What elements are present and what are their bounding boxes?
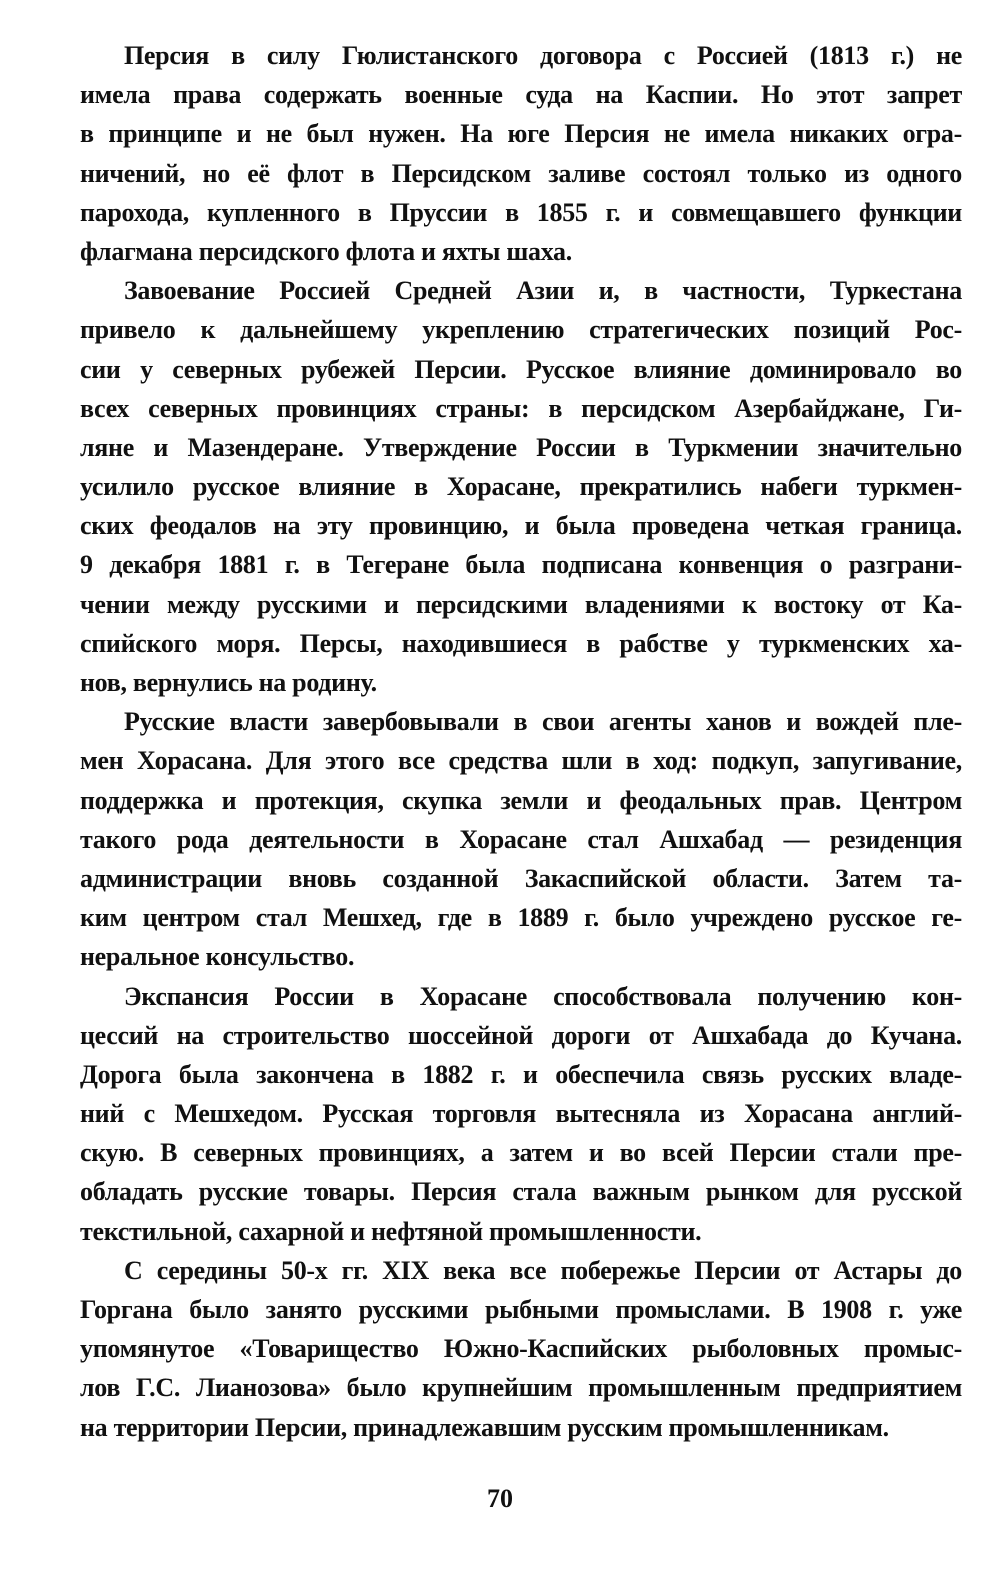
text-line: Персия в силу Гюлистанского договора с Россией (1813 г.) не (124, 41, 962, 70)
text-line: на территории Персии, принадлежавшим русским промышленникам. (80, 1412, 889, 1442)
text-line: Русские власти завербовывали в свои агенты ханов и вождей пле- (124, 707, 962, 737)
paragraph (80, 977, 962, 1251)
text-line: текстильной, сахарной и нефтяной промышленности. (80, 1216, 702, 1246)
text-line: Завоевание Россией Средней Азии и, в частности, Туркестана (124, 276, 962, 306)
text-line: скую. В северных провинциях, а затем и во всей Персии стали пре- (80, 1138, 962, 1168)
text-line: упомянутое «Товарищество Южно-Каспийских рыболовных промыс- (80, 1334, 962, 1364)
text-line: усилило русское влияние в Хорасане, прекратились набеги туркмен- (80, 472, 962, 502)
paragraph (80, 702, 962, 976)
text-line: ских феодалов на эту провинцию, и была проведена четкая граница. (80, 511, 962, 541)
text-line: ляне и Мазендеране. Утверждение России в Туркмении значительно (80, 432, 962, 462)
text-line: мен Хорасана. Для этого все средства шли в ход: подкуп, запугивание, (80, 746, 962, 776)
text-line: поддержка и протекция, скупка земли и феодальных прав. Центром (80, 785, 962, 815)
text-line: ничений, но её флот в Персидском заливе состоял только из одного (80, 158, 962, 188)
page-number: 70 (487, 1484, 513, 1513)
text-line: ний с Мешхедом. Русская торговля вытесняла из Хорасана англий- (80, 1099, 962, 1129)
text-line: такого рода деятельности в Хорасане стал Ашхабад — резиденция (80, 824, 962, 854)
text-line: флагмана персидского флота и яхты шаха. (80, 236, 572, 266)
page-body (80, 36, 962, 1447)
text-line: администрации вновь созданной Закаспийской области. Затем та- (80, 863, 962, 893)
text-line: нов, вернулись на родину. (80, 668, 377, 697)
text-line: Экспансия России в Хорасане способствовала получению кон- (124, 981, 962, 1011)
text-line: привело к дальнейшему укреплению стратегических позиций Рос- (80, 315, 962, 345)
paragraph (80, 271, 962, 702)
text-line: имела права содержать военные суда на Каспии. Но этот запрет (80, 80, 962, 110)
text-line: чении между русскими и персидскими владениями к востоку от Ка- (80, 589, 962, 619)
paragraph (80, 1251, 962, 1447)
text-line: обладать русские товары. Персия стала важным рынком для русской (80, 1177, 962, 1207)
text-line: лов Г.С. Лианозова» было крупнейшим промышленным предприятием (80, 1373, 962, 1403)
text-line: спийского моря. Персы, находившиеся в рабстве у туркменских ха- (80, 628, 962, 658)
text-line: Дорога была закончена в 1882 г. и обеспечила связь русских владе- (80, 1059, 962, 1089)
text-line: в принципе и не был нужен. На юге Персия не имела никаких огра- (80, 119, 962, 149)
text-line: ким центром стал Мешхед, где в 1889 г. было учреждено русское ге- (80, 903, 962, 933)
text-line: всех северных провинциях страны: в персидском Азербайджане, Ги- (80, 393, 962, 423)
text-line: парохода, купленного в Пруссии в 1855 г. и совмещавшего функции (80, 197, 962, 227)
text-line: Горгана было занято русскими рыбными промыслами. В 1908 г. уже (80, 1295, 962, 1324)
text-line: 9 декабря 1881 г. в Тегеране была подписана конвенция о разграни- (80, 550, 962, 580)
text-line: сии у северных рубежей Персии. Русское влияние доминировало во (80, 354, 962, 384)
text-line: цессий на строительство шоссейной дороги от Ашхабада до Кучана. (80, 1020, 962, 1050)
paragraph (80, 36, 962, 271)
text-line: С середины 50-х гг. XIX века все побережье Персии от Астары до (124, 1255, 962, 1285)
text-line: неральное консульство. (80, 942, 355, 972)
